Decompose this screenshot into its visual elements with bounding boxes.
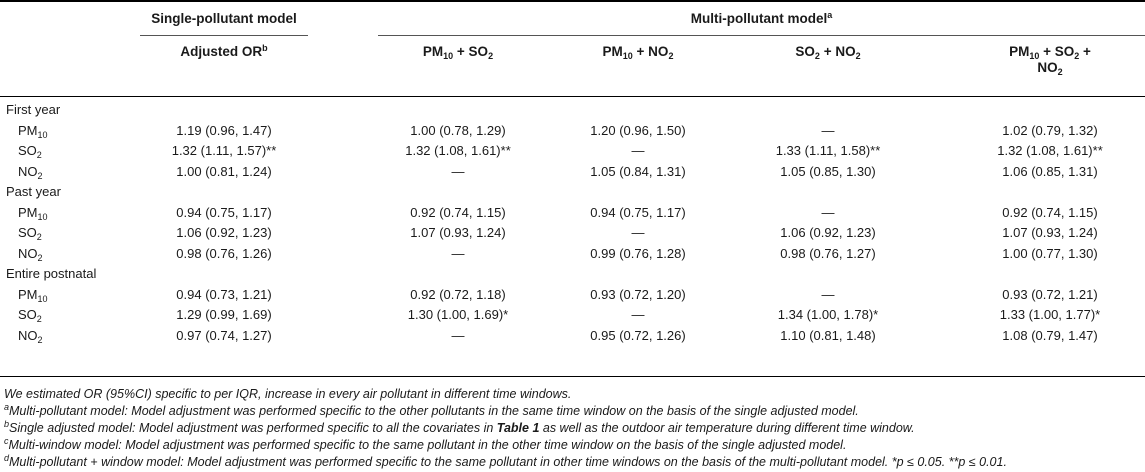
table-cell: 0.98 (0.76, 1.26) xyxy=(176,245,272,261)
column-header-multi-2: $PM_{10} + NO_2$ xyxy=(602,44,674,61)
table-cell: 1.29 (0.99, 1.69) xyxy=(176,307,272,322)
table-cell: 1.00 (0.78, 1.29) xyxy=(410,122,506,138)
table-cell: 0.94 (0.73, 1.21) xyxy=(176,286,272,302)
single-group-underline xyxy=(140,35,308,36)
table-cell: 1.05 (0.85, 1.30) xyxy=(780,163,876,179)
table-cell: — xyxy=(631,225,645,240)
table-cell: 1.19 (0.96, 1.47) xyxy=(176,122,272,138)
row-pollutant-label: $PM_{10}$ xyxy=(18,204,48,222)
footnote-d: $^d$Multi-pollutant + window model: Model adjustment was performed specific to the same pollutant in other time windows on the basis of the multi-pollutant model. *p ≤ 0.05. **p ≤ 0.01. xyxy=(4,453,1007,469)
table-cell: 1.33 (1.00, 1.77)* xyxy=(999,307,1101,322)
table-cell: 1.30 (1.00, 1.69)* xyxy=(407,307,509,322)
table-cell: 1.00 (0.81, 1.24) xyxy=(176,163,272,179)
table-cell: — xyxy=(631,143,645,158)
table-cell: — xyxy=(821,204,835,220)
row-pollutant-label: $SO_2$ xyxy=(18,307,42,324)
table-cell: 1.06 (0.85, 1.31) xyxy=(1002,163,1098,179)
table-cell: 1.02 (0.79, 1.32) xyxy=(1002,122,1098,138)
footnote-a: $^a$Multi-pollutant model: Model adjustment was performed specific to the other pollutants in the same time window on the basis of the single adjusted model. xyxy=(4,402,859,418)
row-pollutant-label: $SO_2$ xyxy=(18,225,42,242)
table-cell: 1.33 (1.11, 1.58)** xyxy=(775,143,881,158)
table-cell: 0.94 (0.75, 1.17) xyxy=(176,204,272,220)
table-cell: — xyxy=(821,122,835,138)
table-cell: 0.92 (0.74, 1.15) xyxy=(410,204,506,220)
table-bottom-rule xyxy=(0,376,1145,377)
table-cell: 1.07 (0.93, 1.24) xyxy=(410,225,506,240)
table-cell: — xyxy=(451,163,465,179)
table-cell: 0.93 (0.72, 1.20) xyxy=(590,286,686,302)
column-header-multi-1: $PM_{10} + SO_2$ xyxy=(422,44,494,61)
footnote-main: We estimated OR (95%CI) specific to per IQR, increase in every air pollutant in different time windows. xyxy=(4,387,572,401)
table-cell: 0.98 (0.76, 1.27) xyxy=(780,245,876,261)
table-cell: 1.20 (0.96, 1.50) xyxy=(590,122,686,138)
table-cell: 1.10 (0.81, 1.48) xyxy=(780,327,876,343)
section-title: Entire postnatal xyxy=(6,266,97,281)
column-header-adjusted-or: Adjusted $OR^b$ xyxy=(180,43,268,59)
table-cell: 0.99 (0.76, 1.28) xyxy=(590,245,686,261)
table-cell: — xyxy=(451,327,465,343)
table-cell: — xyxy=(451,245,465,261)
column-header-multi-4: $PM_{10} + SO_2$ + $NO_2$ xyxy=(1009,44,1091,77)
table-cell: 1.32 (1.08, 1.61)** xyxy=(997,143,1103,158)
table-cell: 1.34 (1.00, 1.78)* xyxy=(777,307,879,322)
table-cell: 0.92 (0.72, 1.18) xyxy=(410,286,506,302)
table-cell: 1.07 (0.93, 1.24) xyxy=(1002,225,1098,240)
table-cell: 0.93 (0.72, 1.21) xyxy=(1002,286,1098,302)
table-cell: 1.32 (1.11, 1.57)** xyxy=(171,143,277,158)
footnote-b: $^b$Single adjusted model: Model adjustment was performed specific to all the covariates in Table 1 as well as the outdoor air temperature during different time window. xyxy=(4,419,915,435)
table-cell: 1.00 (0.77, 1.30) xyxy=(1002,245,1098,261)
table-cell: 1.32 (1.08, 1.61)** xyxy=(405,143,511,158)
footnote-c: $^c$Multi-window model: Model adjustment was performed specific to the same pollutant in the other time window on the basis of the single adjusted model. xyxy=(4,436,847,452)
multi-pollutant-group-header: Multi-pollutant model$^a$ xyxy=(690,10,833,26)
table-cell: — xyxy=(631,307,645,322)
multi-group-underline xyxy=(378,35,1145,36)
table-cell: 1.06 (0.92, 1.23) xyxy=(176,225,272,240)
row-pollutant-label: $SO_2$ xyxy=(18,143,42,160)
row-pollutant-label: $NO_2$ xyxy=(18,245,43,263)
header-bottom-rule xyxy=(0,96,1145,97)
single-pollutant-group-header: Single-pollutant model xyxy=(151,11,297,26)
table-cell: 0.92 (0.74, 1.15) xyxy=(1002,204,1098,220)
table-cell: 0.95 (0.72, 1.26) xyxy=(590,327,686,343)
row-pollutant-label: $NO_2$ xyxy=(18,163,43,181)
table-cell: 0.94 (0.75, 1.17) xyxy=(590,204,686,220)
table-cell: 1.08 (0.79, 1.47) xyxy=(1002,327,1098,343)
section-title: First year xyxy=(6,102,61,117)
row-pollutant-label: $PM_{10}$ xyxy=(18,286,48,304)
row-pollutant-label: $NO_2$ xyxy=(18,327,43,345)
top-rule xyxy=(0,0,1145,2)
table-cell: 1.05 (0.84, 1.31) xyxy=(590,163,686,179)
section-title: Past year xyxy=(6,184,61,199)
row-pollutant-label: $PM_{10}$ xyxy=(18,122,48,140)
table-cell: 1.06 (0.92, 1.23) xyxy=(780,225,876,240)
table-cell: 0.97 (0.74, 1.27) xyxy=(176,327,272,343)
column-header-multi-3: $SO_2 + NO_2$ xyxy=(795,44,861,61)
table-cell: — xyxy=(821,286,835,302)
